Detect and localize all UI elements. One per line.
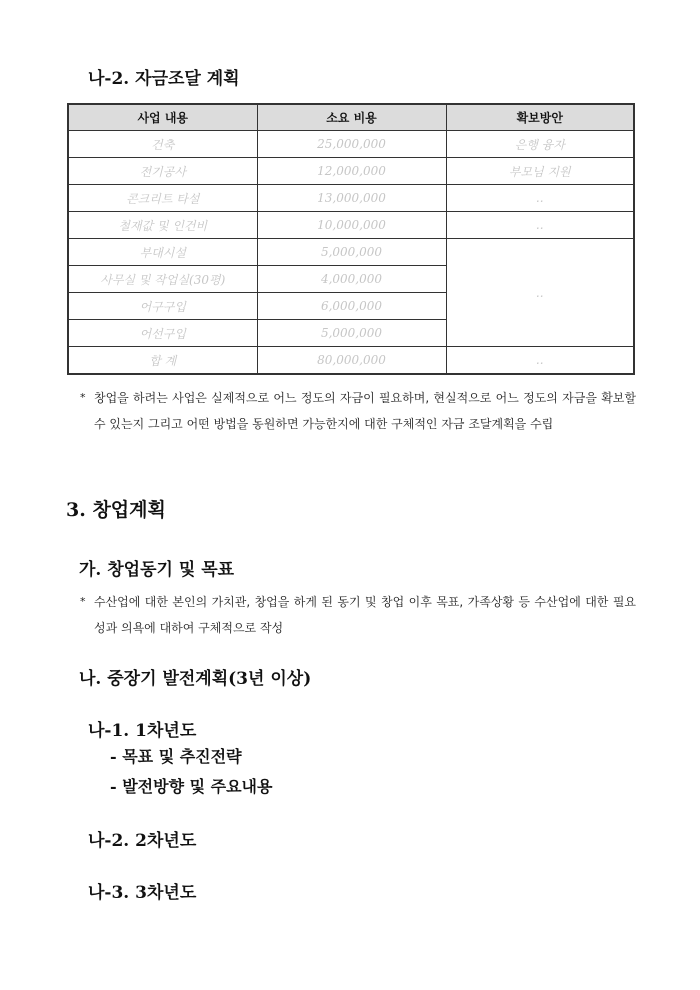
table-row (68, 185, 634, 212)
section-3-heading: 3. 창업계획 (66, 499, 166, 521)
cell-cost: 25,000,000 (257, 131, 446, 158)
motive-note (80, 589, 636, 641)
header-business: 사업 내용 (68, 104, 257, 131)
header-plan: 확보방안 (446, 104, 634, 131)
section-na-heading: 나. 중장기 발전계획(3년 이상) (79, 669, 312, 689)
cell-plan: .. (446, 185, 634, 212)
cell-item: 어구구입 (68, 293, 257, 320)
cell-cost: 10,000,000 (257, 212, 446, 239)
motive-note-text: 수산업에 대한 본인의 가치관, 창업을 하게 된 동기 및 창업 이후 목표, 가족상황 등 수산업에 대한 필요성과 의욕에 대하여 구체적으로 작성 (94, 595, 636, 635)
funding-plan-heading: 나-2. 자금조달 계획 (88, 69, 240, 89)
cell-item: 합 계 (68, 347, 257, 375)
cell-item: 철재값 및 인건비 (68, 212, 257, 239)
cell-cost: 13,000,000 (257, 185, 446, 212)
funding-table (67, 103, 635, 375)
table-row (68, 131, 634, 158)
cell-item: 어선구입 (68, 320, 257, 347)
table-header-row (68, 104, 634, 131)
cell-cost: 5,000,000 (257, 239, 446, 266)
year-1-heading: 나-1. 1차년도 (88, 721, 197, 741)
cell-item: 부대시설 (68, 239, 257, 266)
funding-note (80, 385, 636, 437)
table-row (68, 212, 634, 239)
cell-plan: .. (446, 347, 634, 375)
year-3-heading: 나-3. 3차년도 (88, 883, 197, 903)
cell-cost: 5,000,000 (257, 320, 446, 347)
cell-cost: 12,000,000 (257, 158, 446, 185)
year-2-heading: 나-2. 2차년도 (88, 831, 197, 851)
note-marker: * (80, 391, 86, 404)
bullet-goal-strategy: - 목표 및 추진전략 (110, 747, 242, 766)
table-row-total (68, 347, 634, 375)
cell-cost: 4,000,000 (257, 266, 446, 293)
funding-note-text: 창업을 하려는 사업은 실제적으로 어느 정도의 자금이 필요하며, 현실적으로 어느 정도의 자금을 확보할 수 있는지 그리고 어떤 방법을 동원하면 가능한지에 대한 구체적인 자금 조달계획을 수립 (94, 391, 636, 431)
cell-plan-merged: .. (446, 239, 634, 347)
table-row (68, 239, 634, 266)
note-marker: * (80, 595, 86, 608)
section-ga-heading: 가. 창업동기 및 목표 (79, 560, 235, 580)
cell-item: 전기공사 (68, 158, 257, 185)
cell-item: 건축 (68, 131, 257, 158)
cell-plan: .. (446, 212, 634, 239)
cell-cost: 6,000,000 (257, 293, 446, 320)
bullet-direction-content: - 발전방향 및 주요내용 (110, 777, 273, 796)
cell-item: 사무실 및 작업실(30평) (68, 266, 257, 293)
header-cost: 소요 비용 (257, 104, 446, 131)
cell-plan: 은행 융자 (446, 131, 634, 158)
cell-item: 콘크리트 타설 (68, 185, 257, 212)
cell-cost: 80,000,000 (257, 347, 446, 375)
cell-plan: 부모님 지원 (446, 158, 634, 185)
table-row (68, 158, 634, 185)
